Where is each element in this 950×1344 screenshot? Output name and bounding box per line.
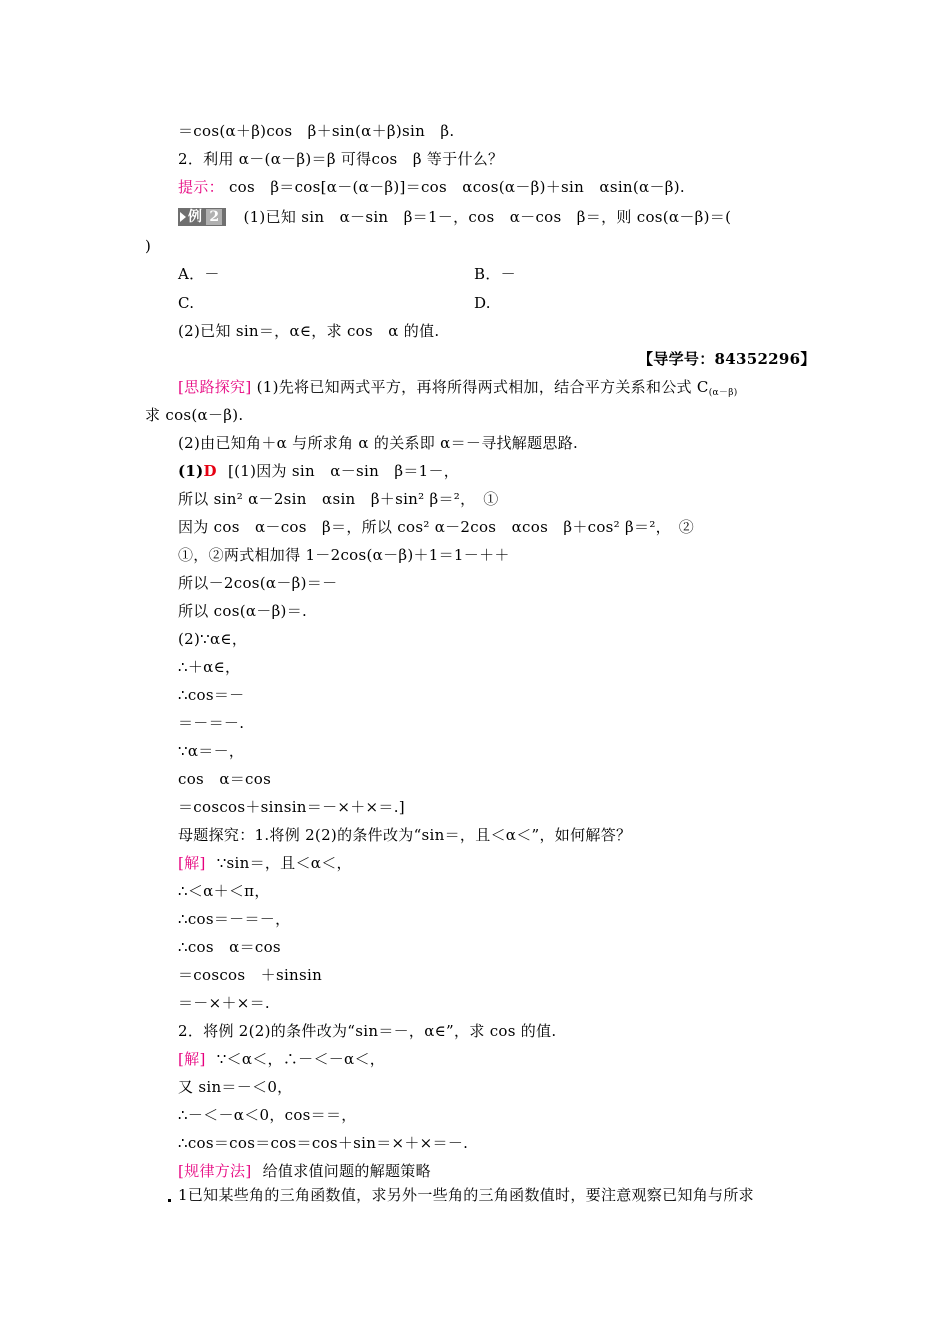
variant-question-1: 母题探究：1.将例 2(2)的条件改为“sin＝，且＜α＜”，如何解答？	[178, 826, 632, 844]
question-2: 2．利用 α－(α－β)＝β 可得cos β 等于什么？	[178, 150, 504, 168]
text-line: ∴＜α＋＜π，	[178, 882, 270, 900]
guide-number: 【导学号：84352296】	[638, 350, 816, 368]
hint-text: cos β＝cos[α－(α－β)]＝cos αcos(α－β)＋sin αsin(α－β).	[228, 178, 685, 196]
text-line: )	[145, 237, 152, 255]
text-line: (2)∵α∈，	[178, 630, 248, 648]
solution-label: [解]	[178, 1050, 206, 1068]
text-line: 因为 cos α－cos β＝，所以 cos² α－2cos αcos β＋cos² β＝²， ②	[178, 518, 695, 536]
example-badge: 例 2	[178, 208, 226, 226]
solution-label: [解]	[178, 854, 206, 872]
option-c: C.	[178, 294, 195, 312]
text-line: ＝cos(α＋β)cos β＋sin(α＋β)sin β.	[178, 122, 455, 140]
idea-line	[178, 377, 738, 403]
idea-text: (1)先将已知两式平方，再将所得两式相加，结合平方关系和公式 C	[256, 378, 709, 396]
example-2-line	[178, 207, 731, 227]
method-line	[178, 1161, 431, 1181]
text-line: 1已知某些角的三角函数值，求另外一些角的三角函数值时，要注意观察已知角与所求	[178, 1186, 754, 1204]
text-line: ＝coscos＋sinsin＝－×＋×＝.]	[178, 798, 405, 816]
text-line: 所以 cos(α－β)＝.	[178, 602, 308, 620]
example-badge-number: 2	[206, 209, 222, 225]
text-line: ∴－＜－α＜0，cos＝＝，	[178, 1106, 357, 1124]
text-line: ∴cos α＝cos	[178, 938, 281, 956]
variant-question-2: 2．将例 2(2)的条件改为“sin＝－，α∈”，求 cos 的值.	[178, 1022, 557, 1040]
part-label: (1)	[178, 462, 204, 480]
text-line: ∴cos＝cos＝cos＝cos＋sin＝×＋×＝－.	[178, 1134, 469, 1152]
text-line: 又 sin＝－＜0，	[178, 1078, 293, 1096]
method-label: [规律方法]	[178, 1162, 252, 1180]
hint-label: 提示：	[178, 178, 224, 196]
example-question-2: (2)已知 sin＝，α∈，求 cos α 的值.	[178, 322, 440, 340]
idea-label: [思路探究]	[178, 378, 252, 396]
solution-line	[178, 1049, 385, 1069]
solution-text: ∵sin＝，且＜α＜，	[216, 854, 352, 872]
solution-text: ∵＜α＜，∴－＜－α＜，	[216, 1050, 386, 1068]
text-line: ＝－＝－.	[178, 714, 245, 732]
text-line: 所以 sin² α－2sin αsin β＋sin² β＝²， ①	[178, 490, 499, 508]
formula-subscript: (α－β)	[708, 388, 738, 398]
text-line: ∵α＝－，	[178, 742, 245, 760]
text-line: ＝coscos ＋sinsin	[178, 966, 323, 984]
solution-text: [(1)因为 sin α－sin β＝1－，	[227, 462, 460, 480]
option-b: B．－	[474, 265, 516, 283]
text-line: cos α＝cos	[178, 770, 272, 788]
option-d: D.	[474, 294, 491, 312]
text-line: (2)由已知角＋α 与所求角 α 的关系即 α＝－寻找解题思路.	[178, 434, 579, 452]
hint-line	[178, 177, 685, 197]
text-line: ∴＋α∈，	[178, 658, 241, 676]
text-line: 所以－2cos(α－β)＝－	[178, 574, 338, 592]
text-line: ∴cos＝－＝－，	[178, 910, 291, 928]
method-title: 给值求值问题的解题策略	[262, 1162, 431, 1180]
text-line: ∴cos＝－	[178, 686, 245, 704]
text-line: 求 cos(α－β).	[145, 406, 244, 424]
example-question-1: (1)已知 sin α－sin β＝1－，cos α－cos β＝，则 cos(α－β)＝(	[243, 208, 732, 226]
solution-line	[178, 461, 459, 481]
answer-letter: D	[203, 462, 217, 480]
bullet-dot	[168, 1199, 171, 1202]
text-line: ①，②两式相加得 1－2cos(α－β)＋1＝1－＋＋	[178, 546, 510, 564]
option-a: A．－	[178, 265, 220, 283]
solution-line	[178, 853, 352, 873]
text-line: ＝－×＋×＝.	[178, 994, 271, 1012]
